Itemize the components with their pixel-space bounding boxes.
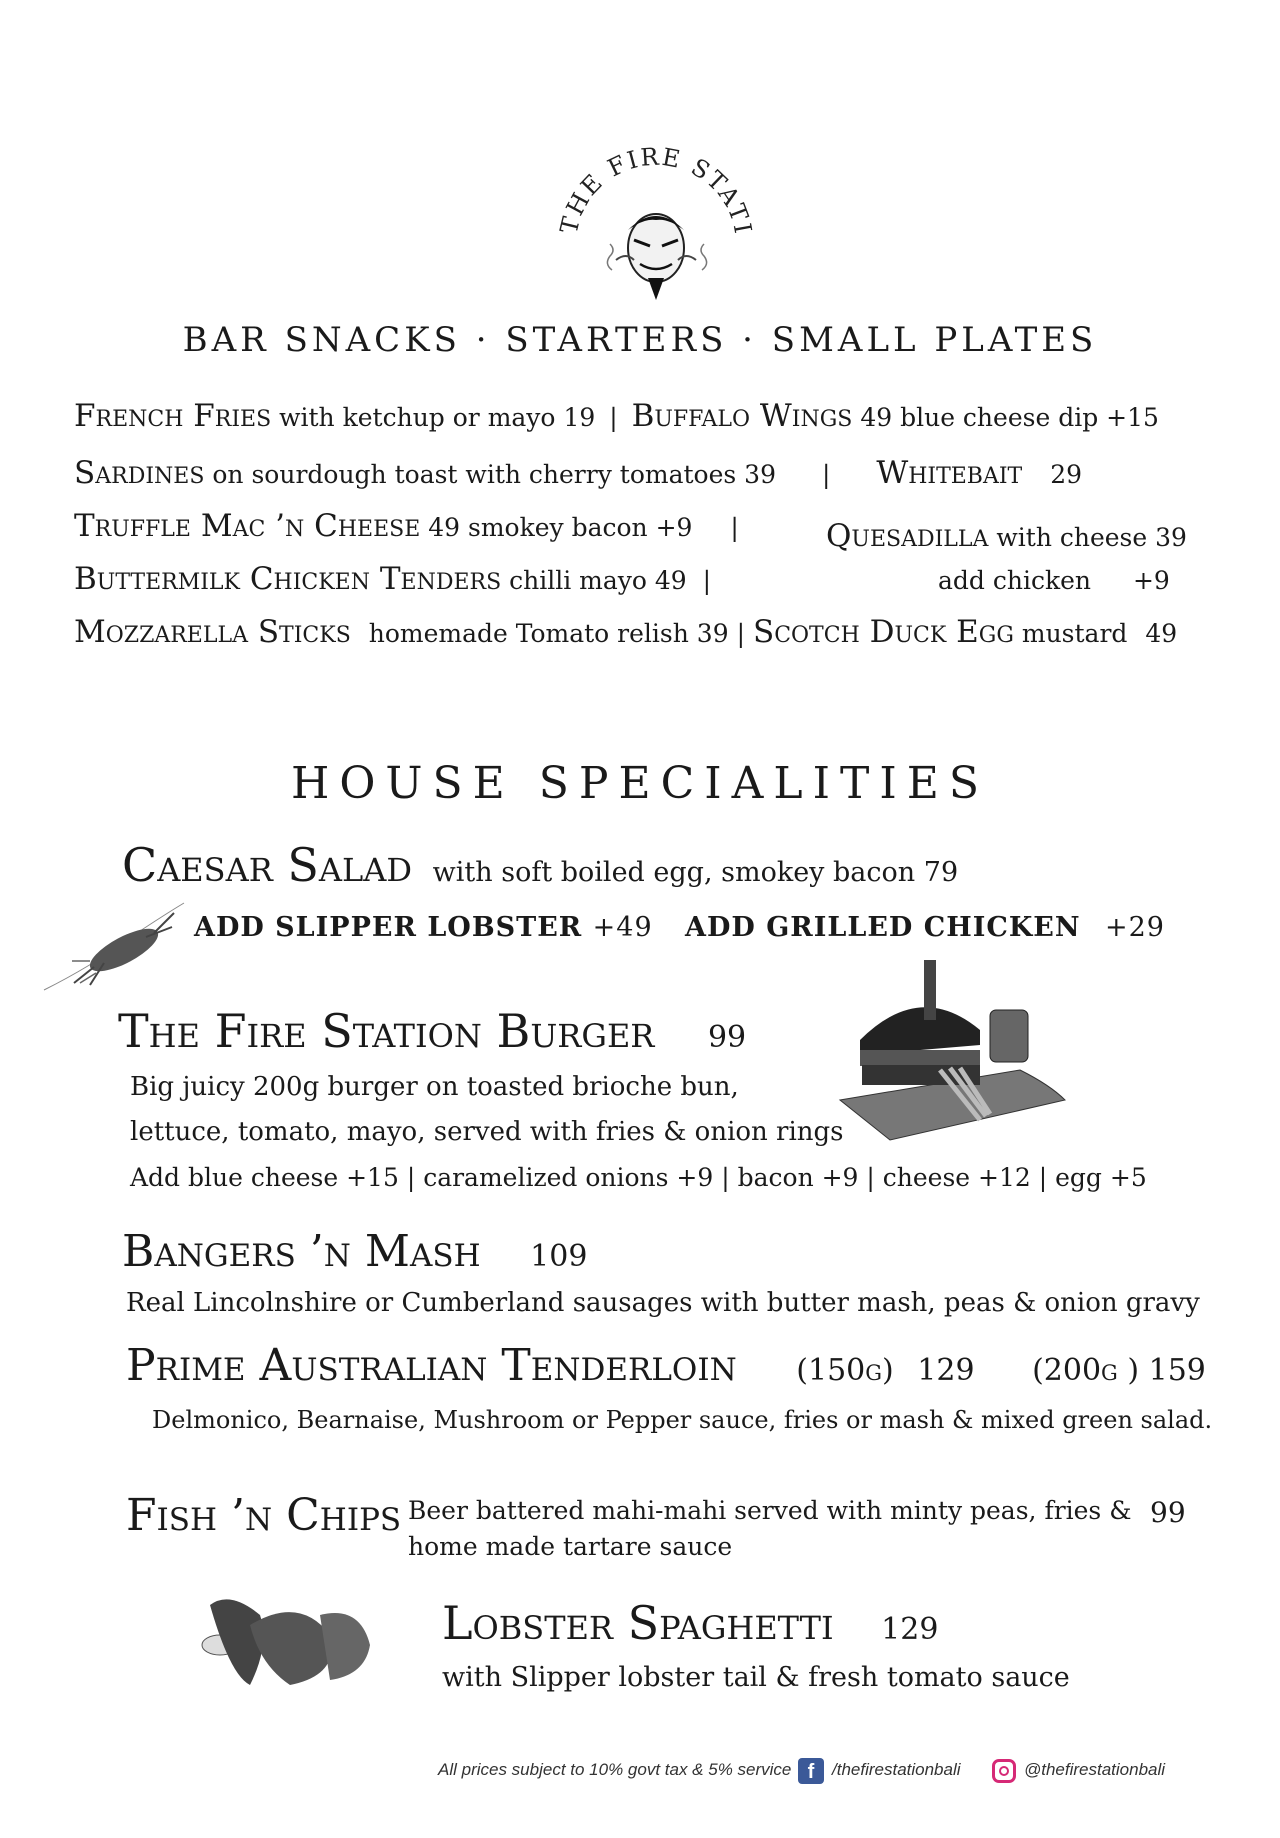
item-desc: add chicken xyxy=(938,566,1092,595)
separator: | xyxy=(736,619,745,648)
item-name: French Fries xyxy=(74,398,272,434)
facebook-handle[interactable]: /thefirestationbali xyxy=(832,1760,961,1779)
item-name: Scotch Duck Egg xyxy=(752,614,1014,650)
burger-desc-2: lettuce, tomato, mayo, served with fries & onion rings xyxy=(130,1117,844,1147)
item-extra-price: +9 xyxy=(655,513,693,542)
item-name: Whitebait xyxy=(876,455,1023,491)
item-name: Mozzarella Sticks xyxy=(74,614,351,650)
bar-snacks-title: BAR SNACKS · STARTERS · SMALL PLATES xyxy=(182,320,1098,360)
item-name: Buttermilk Chicken Tenders xyxy=(74,561,502,597)
menu-row-3 xyxy=(74,508,775,544)
size-label: (200g ) xyxy=(1032,1353,1140,1388)
item-name: Sardines xyxy=(74,455,205,491)
fish-price: 99 xyxy=(1150,1496,1186,1529)
instagram-icon[interactable] xyxy=(992,1759,1016,1783)
facebook-icon[interactable]: f xyxy=(798,1758,824,1784)
fire-station-burger xyxy=(118,1004,746,1058)
item-price: 49 xyxy=(1145,619,1178,648)
item-price: 29 xyxy=(1050,460,1082,489)
item-price: 129 xyxy=(917,1353,975,1388)
item-price: 39 xyxy=(744,460,776,489)
separator: | xyxy=(730,513,739,542)
separator: | xyxy=(821,460,831,489)
menu-row-1 xyxy=(74,398,1159,434)
burger-desc-1: Big juicy 200g burger on toasted brioche bun, xyxy=(130,1072,739,1102)
item-desc: on sourdough toast with cherry tomatoes xyxy=(212,460,737,489)
item-price: 49 xyxy=(428,513,461,542)
addon-price: +49 xyxy=(592,912,653,943)
item-price: 129 xyxy=(881,1612,939,1647)
item-name: Buffalo Wings xyxy=(631,398,853,434)
lobster-tail-illustration xyxy=(190,1585,390,1695)
item-desc: mustard xyxy=(1021,619,1128,648)
item-extra: smokey bacon xyxy=(467,513,648,542)
item-desc: with ketchup or mayo xyxy=(279,403,556,432)
instagram-handle[interactable]: @thefirestationbali xyxy=(1024,1760,1166,1779)
item-price: 49 xyxy=(860,403,893,432)
item-name: Caesar Salad xyxy=(122,838,413,892)
prime-tenderloin xyxy=(126,1340,1206,1391)
separator: | xyxy=(609,403,618,432)
menu-row-3-right xyxy=(826,518,1187,554)
addon-label: ADD GRILLED CHICKEN xyxy=(685,912,1081,943)
item-desc: chilli mayo xyxy=(509,566,647,595)
addon-price: +29 xyxy=(1104,912,1165,943)
fish-desc-1: Beer battered mahi-mahi served with minty peas, fries & xyxy=(408,1496,1132,1525)
menu-row-2 xyxy=(74,455,1082,491)
bangers-n-mash xyxy=(122,1226,587,1277)
size-label: (150g) xyxy=(796,1353,894,1388)
item-price: +9 xyxy=(1132,566,1170,595)
lobster-illustration xyxy=(34,895,194,995)
caesar-salad xyxy=(122,838,958,892)
house-specialities-title: HOUSE SPECIALITIES xyxy=(290,758,990,809)
separator: | xyxy=(702,566,712,595)
lobster-spaghetti xyxy=(442,1596,938,1650)
item-name: Quesadilla xyxy=(826,518,989,554)
item-price: 39 xyxy=(1155,523,1187,552)
addon-label: ADD SLIPPER LOBSTER xyxy=(194,912,583,943)
item-price: 109 xyxy=(530,1239,588,1274)
bangers-desc: Real Lincolnshire or Cumberland sausages with butter mash, peas & onion gravy xyxy=(126,1288,1200,1318)
menu-row-5 xyxy=(74,614,1177,650)
item-price: 99 xyxy=(707,1020,747,1055)
menu-row-4-right xyxy=(938,566,1170,595)
item-name: Truffle Mac ’n Cheese xyxy=(74,508,421,544)
lobster-desc: with Slipper lobster tail & fresh tomato sauce xyxy=(442,1662,1070,1693)
item-desc: with soft boiled egg, smokey bacon xyxy=(432,857,916,888)
fish-desc-2: home made tartare sauce xyxy=(408,1532,733,1561)
item-price: 19 xyxy=(563,403,596,432)
item-name: Bangers ’n Mash xyxy=(122,1226,481,1277)
tenderloin-desc: Delmonico, Bearnaise, Mushroom or Pepper sauce, fries or mash & mixed green salad. xyxy=(152,1406,1213,1434)
menu-row-4 xyxy=(74,561,711,597)
burger-illustration xyxy=(820,950,1080,1150)
fish-n-chips-name: Fish ’n Chips xyxy=(126,1490,402,1541)
item-desc: with cheese xyxy=(996,523,1148,552)
logo-text: THE FIRE STATI xyxy=(556,142,756,238)
item-price: 49 xyxy=(654,566,687,595)
item-name: Lobster Spaghetti xyxy=(442,1596,834,1650)
item-extra: blue cheese dip +15 xyxy=(900,403,1159,432)
burger-addons: Add blue cheese +15 | caramelized onions +9 | bacon +9 | cheese +12 | egg +5 xyxy=(130,1163,1147,1192)
item-price: 159 xyxy=(1148,1353,1206,1388)
item-desc: homemade Tomato relish xyxy=(368,619,689,648)
item-price: 79 xyxy=(923,857,959,888)
footer-note: All prices subject to 10% govt tax & 5% service xyxy=(438,1760,792,1779)
item-name: Prime Australian Tenderloin xyxy=(126,1340,737,1391)
item-name: The Fire Station Burger xyxy=(118,1004,655,1058)
logo xyxy=(556,140,756,310)
caesar-addons xyxy=(194,912,1165,943)
item-price: 39 xyxy=(696,619,729,648)
